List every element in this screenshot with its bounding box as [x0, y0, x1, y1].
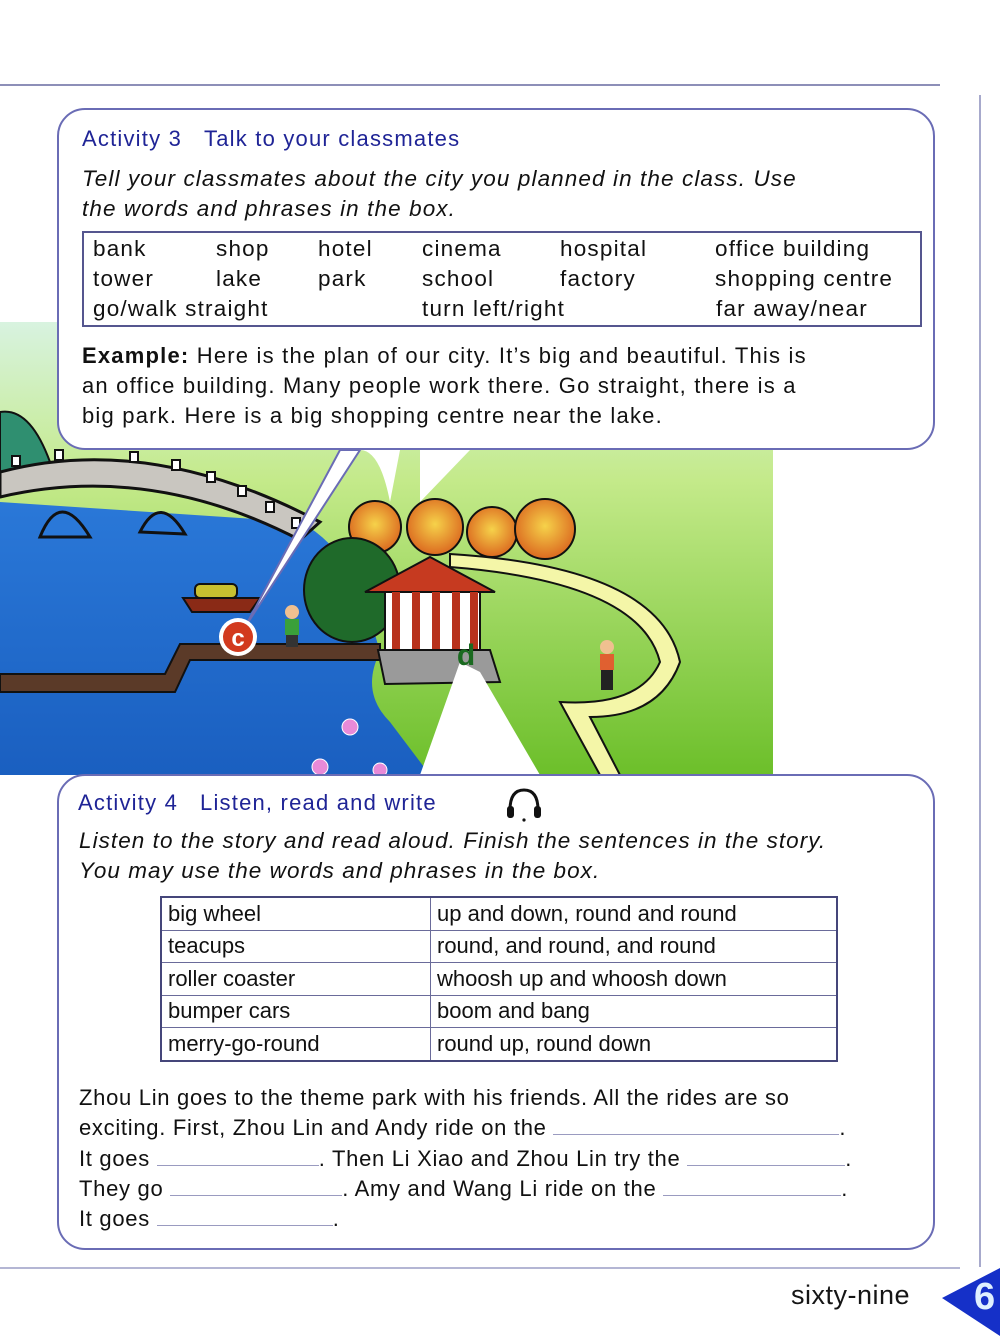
word-item: cinema	[422, 236, 502, 261]
example-line: an office building. Many people work there. Go straight, there is a	[82, 373, 797, 398]
ride-name: teacups	[161, 930, 431, 963]
story-line: Zhou Lin goes to the theme park with his friends. All the rides are so	[79, 1085, 790, 1110]
table-row	[161, 930, 837, 963]
instruction-line: the words and phrases in the box.	[82, 196, 457, 221]
story-segment: . Then Li Xiao and Zhou Lin try the	[318, 1145, 688, 1171]
page-number: 6	[974, 1276, 996, 1318]
table-row	[161, 1028, 837, 1061]
ride-motion: round, and round, and round	[431, 930, 838, 963]
word-item: lake	[216, 266, 263, 291]
page-number-words: sixty-nine	[791, 1280, 911, 1310]
period: .	[841, 1175, 849, 1201]
word-item: office building	[715, 236, 871, 261]
marker-c-label: c	[231, 625, 245, 652]
marker-d-label: d	[456, 639, 476, 672]
word-item: factory	[560, 266, 636, 291]
activity3-instruction	[82, 164, 797, 224]
answer-blank-4[interactable]	[170, 1177, 342, 1196]
girl-figure	[600, 640, 614, 690]
story-segment: exciting. First, Zhou Lin and Andy ride on the	[79, 1115, 554, 1141]
ride-motion: up and down, round and round	[431, 897, 838, 930]
ride-name: big wheel	[161, 897, 431, 930]
word-item: bank	[93, 236, 147, 261]
word-item: turn left/right	[422, 296, 566, 321]
word-item: hotel	[318, 236, 373, 261]
activity3-title: Talk to your classmates	[204, 126, 461, 151]
activity4-heading	[78, 790, 437, 816]
story-text	[79, 1083, 852, 1234]
period: .	[332, 1206, 340, 1232]
word-item: park	[318, 266, 367, 291]
ride-name: roller coaster	[161, 963, 431, 996]
right-margin-rule	[979, 95, 981, 1267]
rides-table	[160, 896, 838, 1062]
story-line	[79, 1144, 852, 1174]
ride-motion: whoosh up and whoosh down	[431, 963, 838, 996]
story-segment: It goes	[79, 1145, 157, 1171]
ride-name: merry-go-round	[161, 1028, 431, 1061]
activity4-instruction	[79, 826, 826, 886]
answer-blank-5[interactable]	[663, 1177, 841, 1196]
word-item: shop	[216, 236, 270, 261]
activity4-title: Listen, read and write	[200, 790, 437, 815]
ride-motion: round up, round down	[431, 1028, 838, 1061]
boy-figure	[285, 605, 299, 647]
bottom-rule	[0, 1267, 960, 1269]
story-segment: It goes	[79, 1206, 157, 1232]
example-text	[82, 341, 807, 431]
ride-name: bumper cars	[161, 995, 431, 1028]
table-row	[161, 995, 837, 1028]
instruction-line: You may use the words and phrases in the box.	[79, 858, 601, 883]
story-segment: They go	[79, 1175, 171, 1201]
answer-blank-6[interactable]	[157, 1207, 333, 1226]
period: .	[845, 1145, 853, 1171]
activity3-heading	[82, 126, 460, 152]
word-item: far away/near	[716, 296, 868, 321]
table-row	[161, 963, 837, 996]
story-segment: . Amy and Wang Li ride on the	[342, 1175, 664, 1201]
example-line: big park. Here is a big shopping centre near the lake.	[82, 403, 663, 428]
story-line	[79, 1113, 852, 1143]
period: .	[839, 1115, 847, 1141]
example-line: Here is the plan of our city. It’s big and beautiful. This is	[189, 343, 807, 368]
ride-motion: boom and bang	[431, 995, 838, 1028]
word-item: go/walk straight	[93, 296, 269, 321]
instruction-line: Tell your classmates about the city you planned in the class. Use	[82, 166, 797, 191]
answer-blank-1[interactable]	[553, 1116, 839, 1135]
answer-blank-2[interactable]	[157, 1147, 319, 1166]
top-rule	[0, 84, 940, 86]
marker-c	[219, 618, 257, 656]
word-item: shopping centre	[715, 266, 894, 291]
story-line	[79, 1204, 852, 1234]
headphones-icon[interactable]	[504, 786, 544, 822]
activity4-number: Activity 4	[78, 790, 179, 815]
word-item: school	[422, 266, 495, 291]
word-item: hospital	[560, 236, 648, 261]
answer-blank-3[interactable]	[687, 1147, 845, 1166]
activity3-number: Activity 3	[82, 126, 183, 151]
example-label: Example:	[82, 343, 190, 368]
table-row	[161, 897, 837, 930]
boat	[183, 598, 260, 612]
instruction-line: Listen to the story and read aloud. Finish the sentences in the story.	[79, 828, 827, 853]
story-line	[79, 1174, 852, 1204]
word-item: tower	[93, 266, 155, 291]
